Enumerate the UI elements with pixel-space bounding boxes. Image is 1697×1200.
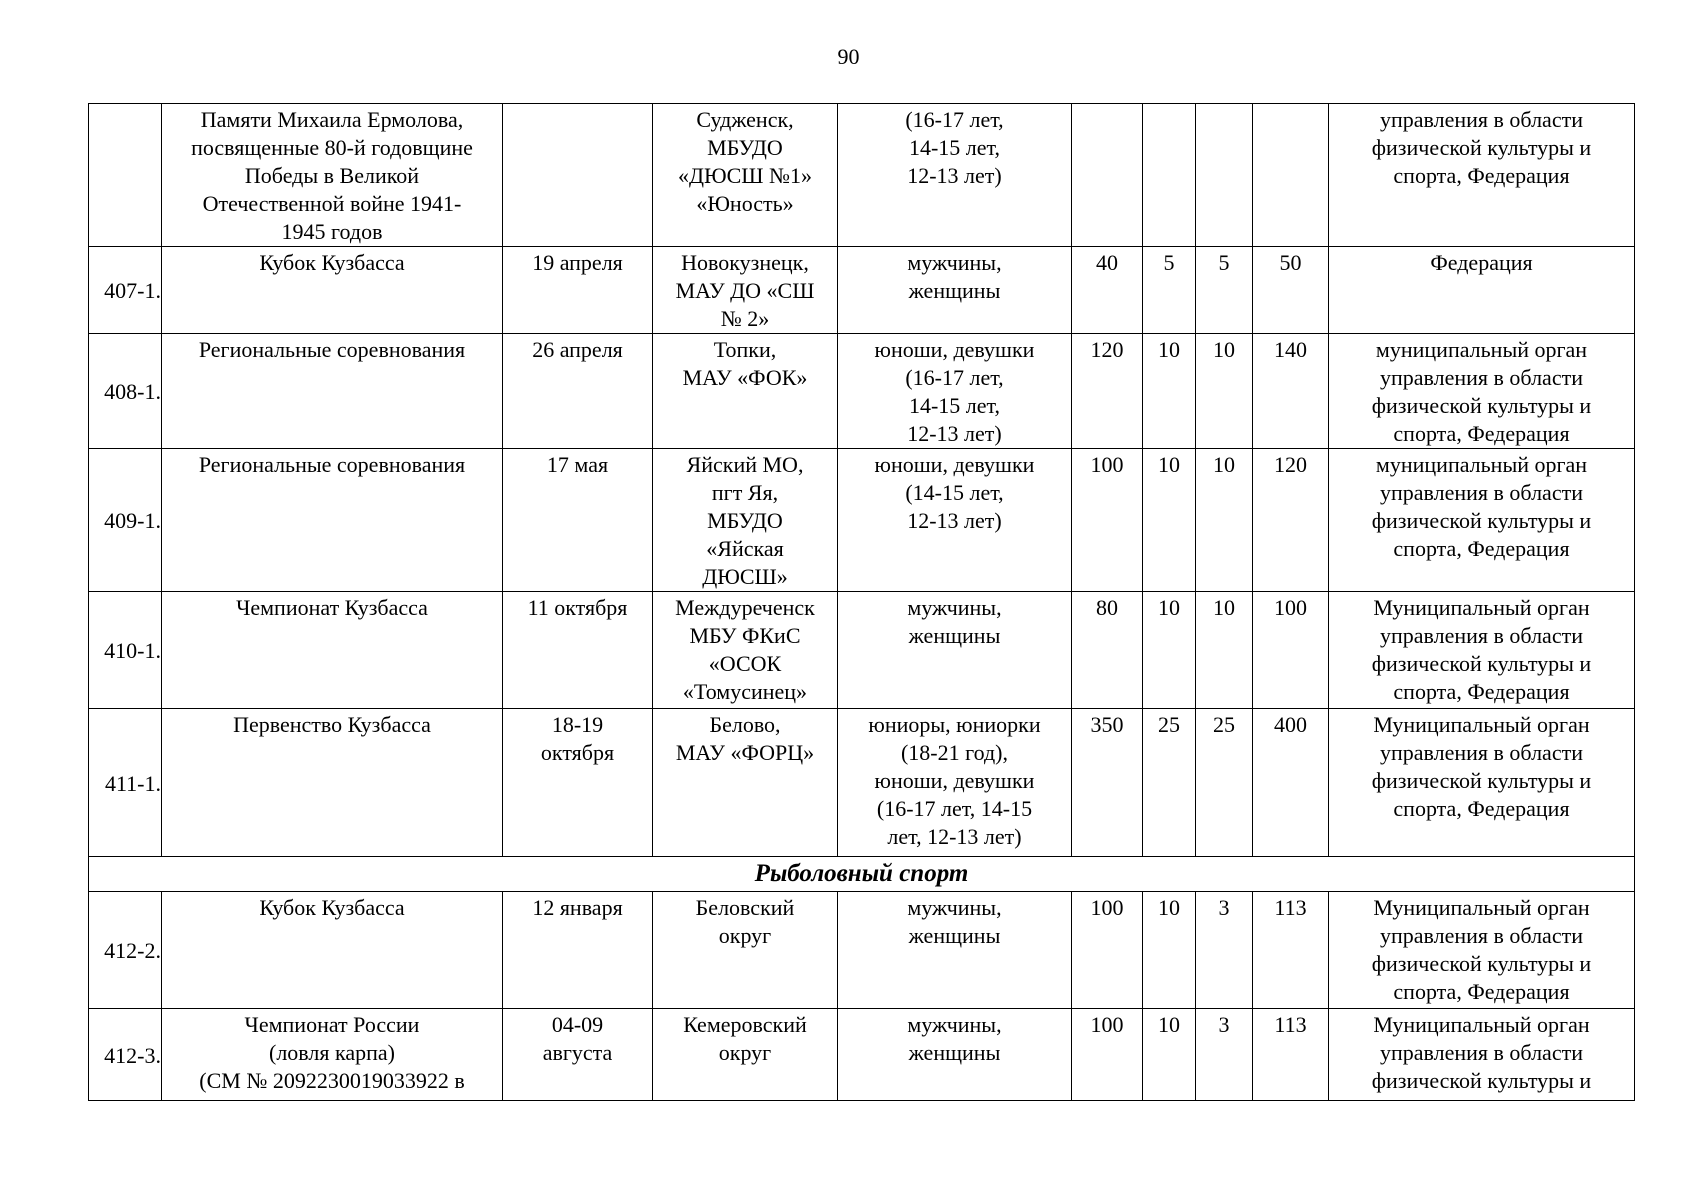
table-row	[89, 592, 1635, 709]
event-place: Междуреченск МБУ ФКиС «ОСОК «Томусинец»	[653, 592, 838, 709]
count-judges: 3	[1196, 892, 1253, 1009]
row-number: 410-1.	[89, 592, 162, 709]
count-coaches: 10	[1143, 892, 1196, 1009]
count-coaches	[1143, 104, 1196, 247]
count-total	[1253, 104, 1329, 247]
count-judges: 25	[1196, 709, 1253, 857]
event-organizer: Муниципальный орган управления в области физической культуры и спорта, Федерация	[1329, 592, 1635, 709]
event-date	[503, 104, 653, 247]
table-row	[89, 449, 1635, 592]
event-place: Белово, МАУ «ФОРЦ»	[653, 709, 838, 857]
count-total: 120	[1253, 449, 1329, 592]
event-date: 18-19 октября	[503, 709, 653, 857]
count-total: 113	[1253, 892, 1329, 1009]
table-row	[89, 334, 1635, 449]
table-row	[89, 1009, 1635, 1101]
count-athletes	[1072, 104, 1143, 247]
event-organizer: управления в области физической культуры и спорта, Федерация	[1329, 104, 1635, 247]
count-athletes: 100	[1072, 449, 1143, 592]
count-total: 113	[1253, 1009, 1329, 1101]
event-date: 04-09 августа	[503, 1009, 653, 1101]
count-total: 140	[1253, 334, 1329, 449]
event-name: Кубок Кузбасса	[162, 247, 503, 334]
row-number: 407-1.	[89, 247, 162, 334]
event-participants: юноши, девушки (14-15 лет, 12-13 лет)	[838, 449, 1072, 592]
count-total: 400	[1253, 709, 1329, 857]
count-coaches: 10	[1143, 1009, 1196, 1101]
event-organizer: Муниципальный орган управления в области физической культуры и	[1329, 1009, 1635, 1101]
event-participants: юноши, девушки (16-17 лет, 14-15 лет, 12-13 лет)	[838, 334, 1072, 449]
count-total: 50	[1253, 247, 1329, 334]
event-date: 17 мая	[503, 449, 653, 592]
event-organizer: муниципальный орган управления в области физической культуры и спорта, Федерация	[1329, 334, 1635, 449]
count-coaches: 10	[1143, 592, 1196, 709]
event-participants: мужчины, женщины	[838, 1009, 1072, 1101]
event-place: Топки, МАУ «ФОК»	[653, 334, 838, 449]
table-row	[89, 104, 1635, 247]
table-body-part1	[89, 104, 1635, 857]
event-participants: мужчины, женщины	[838, 592, 1072, 709]
event-date: 26 апреля	[503, 334, 653, 449]
event-organizer: Федерация	[1329, 247, 1635, 334]
count-athletes: 40	[1072, 247, 1143, 334]
event-place: Яйский МО, пгт Яя, МБУДО «Яйская ДЮСШ»	[653, 449, 838, 592]
events-table	[88, 103, 1635, 1101]
count-coaches: 5	[1143, 247, 1196, 334]
count-judges: 3	[1196, 1009, 1253, 1101]
table-body-part2	[89, 892, 1635, 1101]
event-participants: мужчины, женщины	[838, 892, 1072, 1009]
event-date: 11 октября	[503, 592, 653, 709]
count-athletes: 350	[1072, 709, 1143, 857]
row-number: 412-2.	[89, 892, 162, 1009]
row-number: 408-1.	[89, 334, 162, 449]
count-athletes: 80	[1072, 592, 1143, 709]
event-organizer: муниципальный орган управления в области физической культуры и спорта, Федерация	[1329, 449, 1635, 592]
event-name: Региональные соревнования	[162, 449, 503, 592]
count-athletes: 120	[1072, 334, 1143, 449]
event-name: Памяти Михаила Ермолова, посвященные 80-й годовщине Победы в Великой Отечественной войне 1941- 1945 годов	[162, 104, 503, 247]
count-athletes: 100	[1072, 1009, 1143, 1101]
count-judges	[1196, 104, 1253, 247]
event-organizer: Муниципальный орган управления в области физической культуры и спорта, Федерация	[1329, 709, 1635, 857]
count-judges: 10	[1196, 592, 1253, 709]
count-coaches: 25	[1143, 709, 1196, 857]
section-title: Рыболовный спорт	[89, 857, 1635, 892]
section-row	[89, 857, 1635, 892]
count-judges: 5	[1196, 247, 1253, 334]
event-participants: юниоры, юниорки (18-21 год), юноши, девушки (16-17 лет, 14-15 лет, 12-13 лет)	[838, 709, 1072, 857]
table-row	[89, 709, 1635, 857]
event-name: Чемпионат России (ловля карпа) (СМ № 2092230019033922 в	[162, 1009, 503, 1101]
event-place: Судженск, МБУДО «ДЮСШ №1» «Юность»	[653, 104, 838, 247]
event-place: Новокузнецк, МАУ ДО «СШ № 2»	[653, 247, 838, 334]
count-total: 100	[1253, 592, 1329, 709]
event-date: 12 января	[503, 892, 653, 1009]
row-number: 409-1.	[89, 449, 162, 592]
count-coaches: 10	[1143, 449, 1196, 592]
event-name: Региональные соревнования	[162, 334, 503, 449]
event-place: Кемеровский округ	[653, 1009, 838, 1101]
event-organizer: Муниципальный орган управления в области физической культуры и спорта, Федерация	[1329, 892, 1635, 1009]
row-number: 411-1.	[89, 709, 162, 857]
row-number	[89, 104, 162, 247]
event-name: Первенство Кузбасса	[162, 709, 503, 857]
count-judges: 10	[1196, 449, 1253, 592]
event-participants: мужчины, женщины	[838, 247, 1072, 334]
event-place: Беловский округ	[653, 892, 838, 1009]
event-participants: (16-17 лет, 14-15 лет, 12-13 лет)	[838, 104, 1072, 247]
count-coaches: 10	[1143, 334, 1196, 449]
table-row	[89, 892, 1635, 1009]
table-row	[89, 247, 1635, 334]
page-number: 90	[837, 44, 860, 69]
event-name: Кубок Кузбасса	[162, 892, 503, 1009]
event-name: Чемпионат Кузбасса	[162, 592, 503, 709]
count-athletes: 100	[1072, 892, 1143, 1009]
event-date: 19 апреля	[503, 247, 653, 334]
row-number: 412-3.	[89, 1009, 162, 1101]
count-judges: 10	[1196, 334, 1253, 449]
